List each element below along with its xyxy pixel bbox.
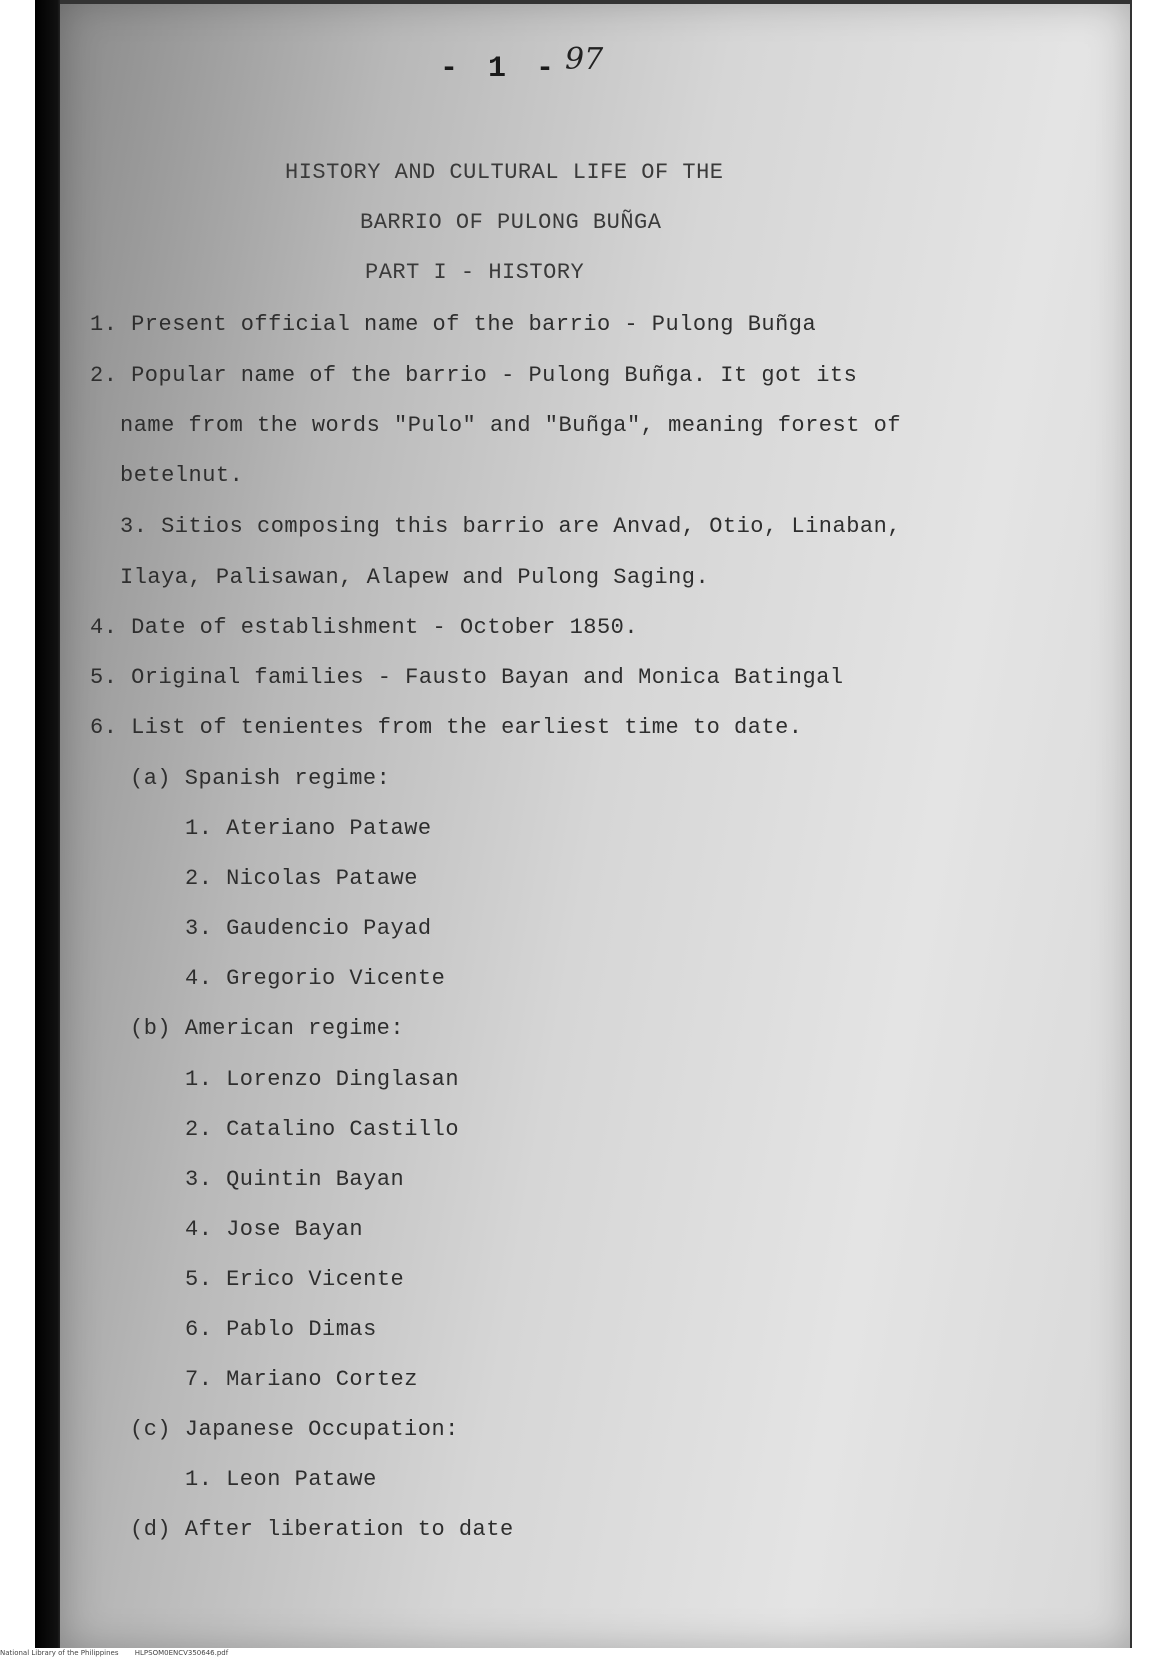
body-line: betelnut. [120, 463, 244, 488]
list-item: 1. Ateriano Patawe [185, 816, 432, 841]
footer-source: National Library of the Philippines [0, 1649, 119, 1657]
footer [0, 1648, 1165, 1658]
body-line: 5. Original families - Fausto Bayan and Monica Batingal [90, 665, 844, 690]
list-item: 4. Jose Bayan [185, 1217, 364, 1242]
title-line-2: BARRIO OF PULONG BUÑGA [360, 210, 662, 235]
body-line: 3. Sitios composing this barrio are Anvad, Otio, Linaban, [120, 514, 902, 539]
section-heading-japanese: (c) Japanese Occupation: [130, 1417, 459, 1442]
page-number: - 1 - [440, 52, 561, 86]
body-line: 4. Date of establishment - October 1850. [90, 615, 639, 640]
section-heading-after-liberation: (d) After liberation to date [130, 1517, 514, 1542]
document-page [60, 0, 1132, 1650]
list-item: 6. Pablo Dimas [185, 1317, 377, 1342]
list-item: 3. Quintin Bayan [185, 1167, 405, 1192]
list-item: 3. Gaudencio Payad [185, 916, 432, 941]
page-right-border [1130, 0, 1132, 1650]
list-item: 1. Lorenzo Dinglasan [185, 1067, 460, 1092]
list-item: 4. Gregorio Vicente [185, 966, 446, 991]
body-line: 6. List of tenientes from the earliest time to date. [90, 715, 803, 740]
list-item: 2. Catalino Castillo [185, 1117, 460, 1142]
body-line: 2. Popular name of the barrio - Pulong Buñga. It got its [90, 363, 858, 388]
page-top-border [60, 0, 1132, 4]
footer-file: HLPSOM0ENCV350646.pdf [134, 1649, 229, 1657]
section-heading-american: (b) American regime: [130, 1016, 405, 1041]
list-item: 7. Mariano Cortez [185, 1367, 418, 1392]
body-line: 1. Present official name of the barrio - Pulong Buñga [90, 312, 817, 337]
list-item: 1. Leon Patawe [185, 1467, 377, 1492]
section-heading-spanish: (a) Spanish regime: [130, 766, 391, 791]
handwritten-page-number: 97 [565, 42, 604, 77]
list-item: 2. Nicolas Patawe [185, 866, 418, 891]
body-line: name from the words "Pulo" and "Buñga", meaning forest of [120, 413, 902, 438]
title-line-3: PART I - HISTORY [365, 260, 585, 285]
title-line-1: HISTORY AND CULTURAL LIFE OF THE [285, 160, 724, 185]
list-item: 5. Erico Vicente [185, 1267, 405, 1292]
body-line: Ilaya, Palisawan, Alapew and Pulong Saging. [120, 565, 710, 590]
